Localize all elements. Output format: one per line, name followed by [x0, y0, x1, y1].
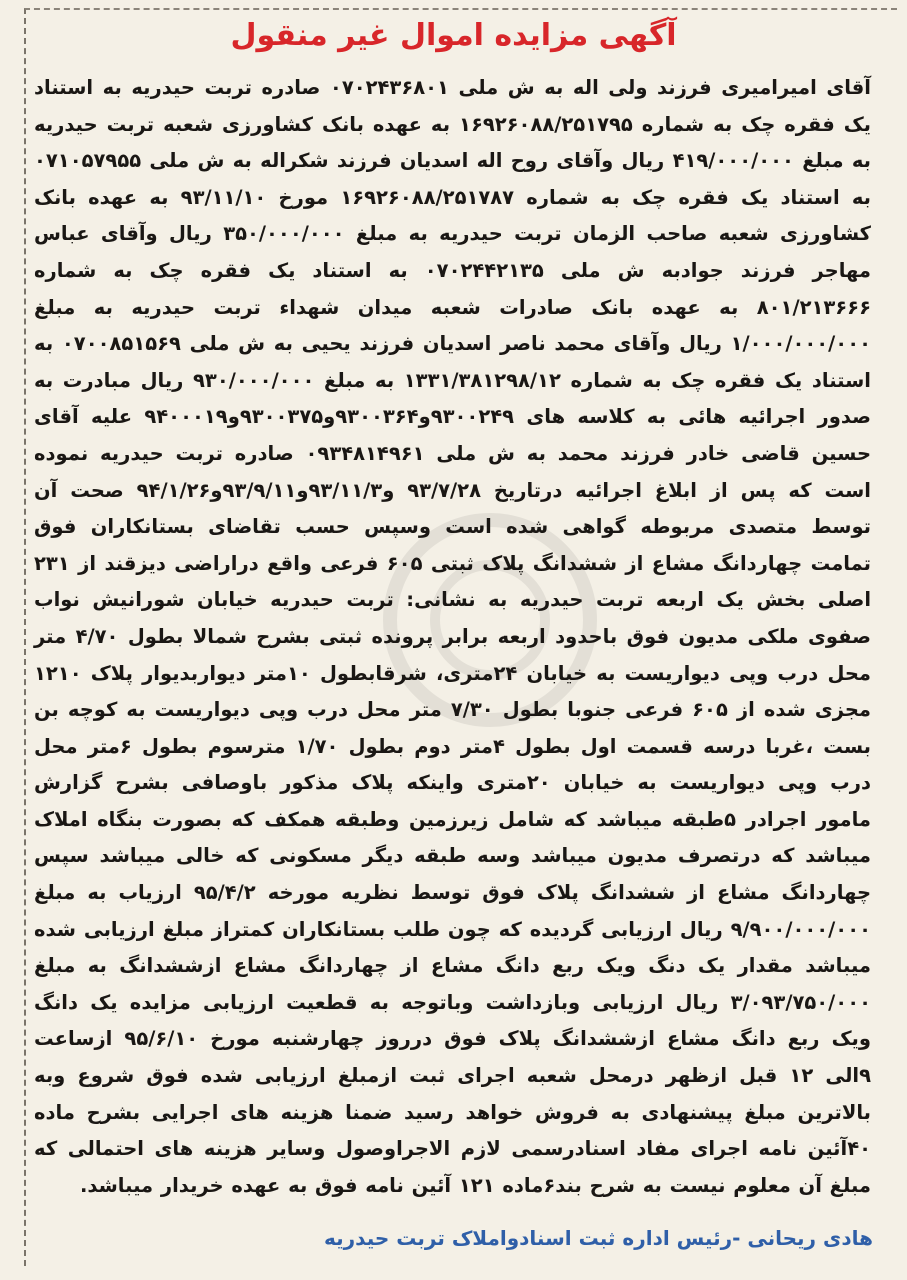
notice-signature: هادی ریحانی -رئیس اداره ثبت اسنادواملاک تربت حیدریه	[323, 1226, 873, 1250]
notice-title: آگهی مزایده اموال غیر منقول	[230, 18, 677, 53]
notice-body: آقای امیرامیری فرزند ولی اله به ش ملی ۰۷۰۲۴۳۶۸۰۱ صادره تربت حیدریه به استناد یک فقره چک به شماره ۱۶۹۲۶۰۸۸/۲۵۱۷۹۵ به عهده بانک کشاورزی شعبه تربت حیدریه به مبلغ ۴۱۹/۰۰۰/۰۰۰ ریال وآقای روح اله اسدیان فرزند شکراله به ش ملی ۰۷۱۰۵۷۹۵۵ به استناد یک فقره چک به شماره ۱۶۹۲۶۰۸۸/۲۵۱۷۸۷ مورخ ۹۳/۱۱/۱۰ به عهده بانک کشاورزی شعبه صاحب الزمان تربت حیدریه به مبلغ ۳۵۰/۰۰۰/۰۰۰ ریال وآقای عباس مهاجر فرزند جوادبه ش ملی ۰۷۰۲۴۴۲۱۳۵ به استناد یک فقره چک به شماره ۸۰۱/۲۱۳۶۶۶ به عهده بانک صادرات شعبه میدان شهداء تربت حیدریه به مبلغ ۱/۰۰۰/۰۰۰/۰۰۰ ریال وآقای محمد ناصر اسدیان فرزند یحیی به ش ملی ۰۷۰۰۸۵۱۵۶۹ به استناد یک فقره چک به شماره ۱۳۳۱/۳۸۱۲۹۸/۱۲ به مبلغ ۹۳۰/۰۰۰/۰۰۰ ریال مبادرت به صدور اجرائیه هائی به کلاسه های ۹۳۰۰۲۴۹و۹۳۰۰۳۶۴و۹۳۰۰۳۷۵و۹۴۰۰۰۱۹ علیه آقای حسین قاضی خادر فرزند محمد به ش ملی ۰۹۳۴۸۱۴۹۶۱ صادره تربت حیدریه نموده است که پس از ابلاغ اجرائیه درتاریخ ۹۳/۷/۲۸ و۹۳/۱۱/۳و۹۳/۹/۱۱و۹۴/۱/۲۶ صحت آن توسط متصدی مربوطه گواهی شده است وسپس حسب تقاضای بستانکاران فوق تمامت چهاردانگ مشاع از ششدانگ پلاک ثبتی ۶۰۵ فرعی واقع دراراضی دیزقند از ۲۳۱ اصلی بخش یک اربعه تربت حیدریه به نشانی: تربت حیدریه خیابان شورانیش نواب صفوی ملکی مدیون فوق باحدود اربعه برابر پرونده ثبتی بشرح شمالا بطول ۴/۷۰ متر محل درب وپی دیواریست به خیابان ۲۴متری، شرقابطول ۱۰متر دیواربدیوار پلاک ۱۲۱۰ مجزی شده از ۶۰۵ فرعی جنوبا بطول ۷/۳۰ متر محل درب وپی دیواریست به کوچه بن بست ،غربا درسه قسمت اول بطول ۴متر دوم بطول ۱/۷۰ مترسوم بطول ۶متر محل درب وپی دیواریست به خیابان ۲۰متری واینکه پلاک مذکور باوصافی بشرح گزارش مامور اجرادر ۵طبقه میباشد که شامل زیرزمین وطبقه همکف که بصورت بنگاه املاک میباشد که درتصرف مدیون میباشد وسه طبقه دیگر مسکونی که خالی میباشد سپس چهاردانگ مشاع از ششدانگ پلاک فوق توسط نظریه مورخه ۹۵/۴/۲ ارزیاب به مبلغ ۹/۹۰۰/۰۰۰/۰۰۰ ریال ارزیابی گردیده که چون طلب بستانکاران کمتراز مبلغ ارزیابی شده میباشد مقدار یک دنگ ویک ربع دانگ مشاع از چهاردانگ مشاع ازششدانگ به مبلغ ۳/۰۹۳/۷۵۰/۰۰۰ ریال ارزیابی وبازداشت وباتوجه به قطعیت ارزیابی مزایده یک دانگ ویک ربع دانگ مشاع ازششدانگ پلاک فوق درروز چهارشنبه مورخ ۹۵/۶/۱۰ ازساعت ۹الی ۱۲ قبل ازظهر درمحل شعبه اجرای ثبت ازمبلغ ارزیابی شده فوق شروع وبه بالاترین مبلغ پیشنهادی به فروش خواهد رسید ضمنا هزینه های اجرایی بشرح ماده ۴۰آئین نامه اجرای مفاد اسنادرسمی لازم الاجراوصول وسایر هزینه های احتمالی که مبلغ آن معلوم نیست به شرح بند۶ماده ۱۲۱ آئین نامه فوق به عهده خریدار میباشد.	[34, 76, 872, 1197]
